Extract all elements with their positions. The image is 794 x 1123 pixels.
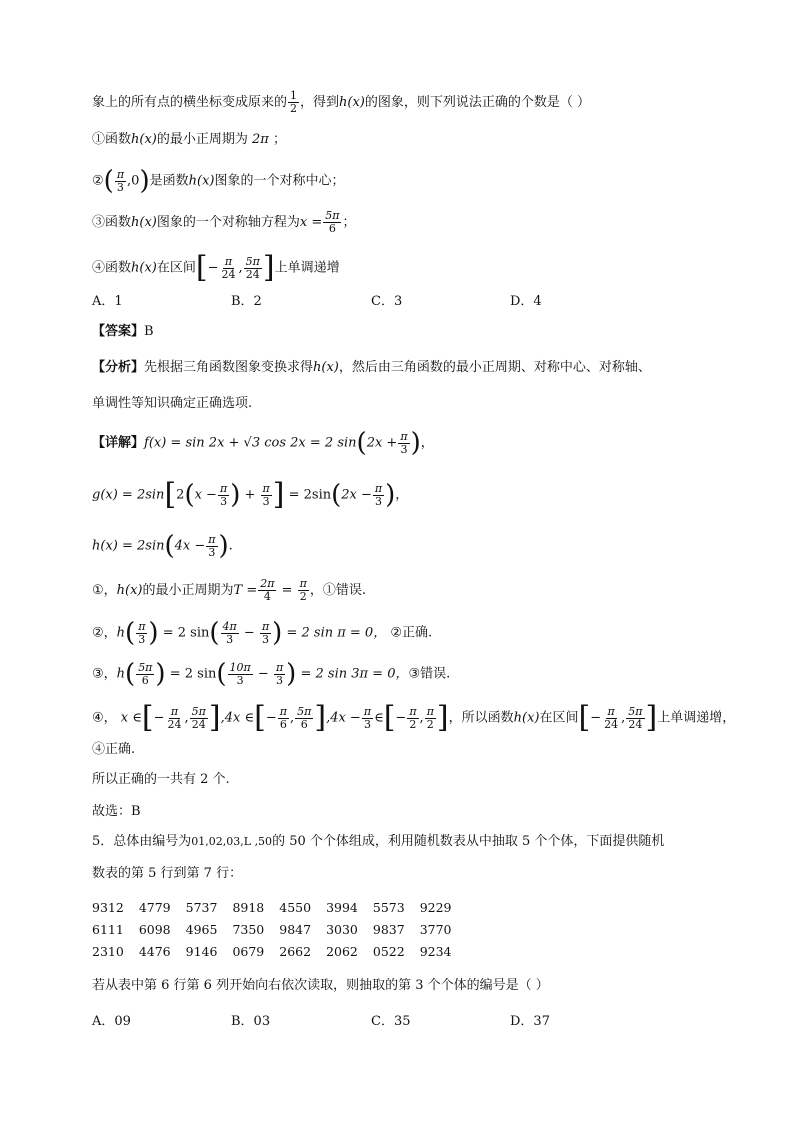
text: 象上的所有点的横坐标变成原来的 [92,95,288,110]
math-hx: h(x) [188,173,215,189]
math-hx: h(x) [131,132,157,147]
math-expr: = 2 sin [162,625,210,641]
paren: ) [218,531,229,561]
paren: ) [286,659,297,689]
frac-den: 2 [299,590,307,603]
fraction [362,706,373,731]
fraction [373,483,384,508]
q4-option-d: D．4 [510,294,542,309]
bracket: ] [645,700,658,735]
frac-den: 3 [262,632,270,646]
paren: ( [184,480,195,510]
q4-option-b: B．2 [231,294,262,309]
math-hx: h(x) [313,360,339,375]
detail-h [92,533,233,559]
text: 的最小正周期为 [156,132,248,147]
math-expr: 4x − [174,538,206,554]
frac-den: 3 [236,673,244,687]
text: ②正确. [390,625,433,641]
frac-num: π [374,481,383,495]
frac-num: 5π [628,704,643,718]
math-hx: h(x) [116,583,143,598]
frac-den: 3 [363,717,371,731]
table-cell: 4550 [279,899,312,915]
fraction [323,210,341,235]
step-2 [92,620,432,646]
text: ①函数 [92,132,132,147]
text: ③， [92,666,117,682]
frac-num: π [363,704,372,718]
frac-num: π [116,167,125,181]
table-cell: 9234 [419,943,452,959]
bracket: ] [272,477,285,512]
table-row [92,896,467,918]
text: ②， [92,625,117,641]
paren: ) [148,618,159,648]
math-expr: f(x) = sin 2x + √3 cos 2x = 2 sin [144,435,357,451]
frac-num: π [400,429,408,443]
table-cell: 9146 [185,943,218,959]
fraction [136,621,147,646]
fraction [258,578,276,603]
paren: ( [164,531,175,561]
table-cell: 5737 [185,899,218,915]
text: 的最小正周期为 [142,583,234,598]
math-expr: = 2 sin π = 0， [286,625,387,641]
fraction [278,706,289,731]
fraction [218,483,229,508]
frac-den: 24 [604,717,619,731]
table-cell: 2662 [279,943,312,959]
text: ，所以函数 [448,710,514,726]
frac-den: 2 [426,717,434,731]
table-cell: 6098 [138,921,171,937]
step-4-end: ④正确. [92,742,136,757]
bracket: ] [314,700,327,735]
text: 上单调递增 [274,260,340,276]
frac-den: 2 [409,717,417,731]
frac-den: 24 [191,717,206,731]
paren: ) [272,618,283,648]
frac-num: 5π [245,254,260,268]
minus: − [153,710,165,726]
paren: ( [209,618,220,648]
text: 图象的一个对称中心； [214,173,345,189]
text: . [228,538,233,554]
frac-den: 3 [116,180,124,194]
frac-num: π [426,704,434,718]
q4-option-a: A．1 [92,294,123,309]
q4-item-2 [92,168,345,194]
math-expr: = 2 sin 3π = 0， [300,666,409,682]
bracket: [ [254,700,266,735]
math-expr: = 2sin [288,487,332,503]
fraction [298,578,309,603]
text: ③错误. [408,666,451,682]
paren: ) [139,166,150,196]
q4-item-4: ④函数h(x)在区间[− $\frac{\pi}{24}$ , $\frac{5\pi}{24}$ ]上单调递增 [92,250,340,285]
answer-line [92,322,154,342]
math-hx: h(x) [131,215,157,230]
text: 是函数 [149,173,189,189]
fraction [626,706,644,731]
math-codes: 01,02,03,L ,50 [191,835,273,848]
table-cell: 3770 [419,921,452,937]
text: 的 50 个个体组成，利用随机数表从中抽取 5 个个体，下面提供随机 [272,834,665,849]
frac-num: π [262,481,270,495]
q4-item-3 [92,210,356,235]
text: ； [273,132,287,147]
step-4: ④， x ∈[− $\frac{\pi}{24}$ , $\frac{5\pi}{24}$ ],4x ∈[− $\frac{\pi}{6}$ , $\frac{5\pi}{6}$ ],4x − $\frac{\pi}{3}$ ∈[− $\frac{\pi}{2}$ , $\frac{\pi}{2}$ ]，所以函数h(x)在区间[− $\frac{\pi}{24}$ , $\frac{5\pi}{24}$ ]上单调递增， [92,700,736,735]
text: 5．总体由编号为 [92,834,192,849]
math-expr: g(x) = 2sin [92,487,165,503]
fraction [425,706,436,731]
frac-num: 5π [325,209,340,222]
minus: − [207,260,219,276]
frac-den: 3 [375,494,383,508]
frac-den: 24 [221,267,236,281]
answer-value: B [144,324,154,339]
frac-num: 4π [222,619,237,633]
math-expr: ,4x − [326,710,361,726]
table-cell: 8918 [232,899,265,915]
minus: − [265,710,277,726]
table-row [92,940,467,962]
minus: − [395,710,407,726]
math-hx: h(x) [131,260,157,276]
math-h: h [116,666,126,682]
frac-den: 6 [328,222,336,235]
table-cell: 2062 [326,943,358,959]
paren: ( [125,659,136,689]
text: ，然后由三角函数的最小正周期、对称中心、对称轴、 [338,360,651,375]
table-cell: 3030 [326,921,358,937]
paren: ( [216,659,227,689]
frac-den: 3 [138,632,146,646]
fraction [295,706,313,731]
table-row [92,918,467,940]
fraction [115,169,126,194]
paren: ) [155,659,166,689]
random-number-table [92,896,467,962]
table-cell: 4965 [185,921,218,937]
frac-num: 5π [297,704,312,718]
bracket: ] [436,700,449,735]
text: 的图象，则下列说法正确的个数是（ ） [364,95,591,110]
frac-num: 5π [191,704,206,718]
bracket: ] [208,700,221,735]
math-expr: ,4x ∈ [220,710,255,726]
math-expr: = 2 sin [169,666,217,682]
fraction [288,90,299,115]
table-cell: 0522 [372,943,405,959]
minus: − [243,625,255,641]
math-expr: ∈ [374,710,384,726]
q4-stem [92,90,590,115]
detail-tag: 【详解】 [92,435,145,451]
frac-num: π [409,704,417,718]
frac-den: 3 [208,545,216,559]
fraction [166,706,184,731]
frac-den: 3 [276,673,284,687]
frac-den: 3 [226,632,234,646]
math-expr: h(x) = 2sin [92,538,165,554]
frac-num: π [299,577,307,590]
paren: ) [410,428,421,458]
frac-num: π [219,481,228,495]
table-cell: 0679 [232,943,265,959]
text: ； [342,215,356,230]
math-expr: T = [233,583,258,598]
text: 2 [176,487,185,503]
minus: − [590,710,602,726]
math-eq: x = [299,215,323,230]
frac-num: π [138,619,146,633]
fraction [274,662,285,687]
table-cell: 9229 [419,899,452,915]
text: ③函数 [92,215,132,230]
fraction [221,621,239,646]
final-choice: 故选：B [92,804,141,819]
text: ④函数 [92,260,132,276]
answer-tag: 【答案】 [92,324,145,339]
frac-num: 2π [260,577,275,590]
q5-question: 若从表中第 6 行第 6 列开始向右依次读取，则抽取的第 3 个个体的编号是（ ） [92,978,549,993]
bracket: [ [578,700,591,735]
table-cell: 2310 [92,943,124,959]
minus: − [257,666,269,682]
table-cell: 4779 [138,899,171,915]
text: 在区间 [156,260,196,276]
frac-num: π [224,254,233,268]
frac-num: π [607,704,615,718]
frac-den: 6 [300,717,308,731]
analysis-line-1 [92,358,651,378]
step-1: ①，h(x)的最小正周期为T = $\frac{2\pi}{4}$ = $\frac{\pi}{2}$ ，①错误. [92,577,367,603]
paren: ( [103,166,114,196]
paren: ( [356,428,367,458]
q5-option-c: C．35 [371,1014,411,1029]
q5-option-d: D．37 [510,1014,550,1029]
frac-den: 6 [141,673,149,687]
text: 上单调递增， [657,710,736,726]
frac-den: 3 [262,494,270,508]
math-hx: h(x) [339,95,365,110]
analysis-line-2: 单调性等知识确定正确选项. [92,396,253,411]
fraction [136,662,154,687]
bracket: ] [262,250,275,285]
fraction [190,706,208,731]
frac-num: π [275,660,284,674]
math-hx: h(x) [513,710,540,726]
fraction [206,534,217,559]
bracket: [ [195,250,208,285]
math-h: h [116,625,126,641]
fraction [228,662,253,687]
table-cell: 4476 [138,943,171,959]
frac-den: 24 [628,717,643,731]
bracket: [ [164,477,177,512]
text: ，得到 [300,95,340,110]
q5-option-b: B．03 [231,1014,271,1029]
detail-g: g(x) = 2sin[2(x − $\frac{\pi}{3}$ ) + $\frac{\pi}{3}$ ] = 2sin(2x − $\frac{\pi}{3}$ )， [92,477,409,512]
fraction [602,706,620,731]
table-cell: 9847 [279,921,312,937]
math-expr: 2x − [341,487,372,503]
frac-den: 2 [290,102,298,115]
q5-stem-2: 数表的第 5 行到第 7 行： [92,866,243,881]
fraction [260,621,271,646]
step-3 [92,661,450,687]
analysis-tag: 【分析】 [92,360,145,375]
math-expr: 2x + [366,435,398,451]
paren: ) [385,480,396,510]
math-expr: x − [194,487,217,503]
q4-item-1 [92,130,286,150]
frac-num: π [170,704,179,718]
bracket: [ [383,700,396,735]
total-count: 所以正确的一共有 2 个. [92,772,230,787]
text: ,0 [127,173,140,189]
q5-stem-1 [92,832,664,852]
text: ， [420,435,434,451]
paren: ) [230,480,241,510]
frac-den: 6 [279,717,287,731]
detail-f [92,430,434,456]
table-cell: 7350 [232,921,265,937]
bracket: [ [141,700,154,735]
fraction [407,706,418,731]
math-expr: x ∈ [120,710,142,726]
table-cell: 9837 [372,921,405,937]
frac-den: 3 [220,494,228,508]
table-cell: 6111 [92,921,124,937]
text: ② [92,173,104,189]
fraction [398,431,409,456]
frac-num: π [208,532,216,546]
frac-num: 1 [290,89,298,102]
table-cell: 3994 [326,899,358,915]
q4-option-c: C．3 [371,294,403,309]
text: ，①错误. [309,583,367,598]
frac-num: π [279,704,287,718]
frac-num: π [261,619,270,633]
fraction [244,256,262,281]
paren: ( [125,618,136,648]
math-value: 2π [252,132,269,147]
fraction [261,483,272,508]
text: 图象的一个对称轴方程为 [156,215,300,230]
text: ， [395,487,409,503]
q5-option-a: A．09 [92,1014,131,1029]
frac-den: 3 [400,442,408,456]
fraction [220,256,238,281]
frac-den: 4 [263,590,271,603]
text: ①， [92,583,117,598]
frac-num: 10π [229,660,251,674]
frac-den: 24 [245,267,260,281]
text: 在区间 [539,710,579,726]
table-cell: 9312 [92,899,124,915]
frac-num: 5π [138,660,153,674]
text: ④， [92,710,117,726]
table-cell: 5573 [372,899,405,915]
paren: ( [331,480,342,510]
text: 先根据三角函数图象变换求得 [144,360,314,375]
frac-den: 24 [167,717,182,731]
